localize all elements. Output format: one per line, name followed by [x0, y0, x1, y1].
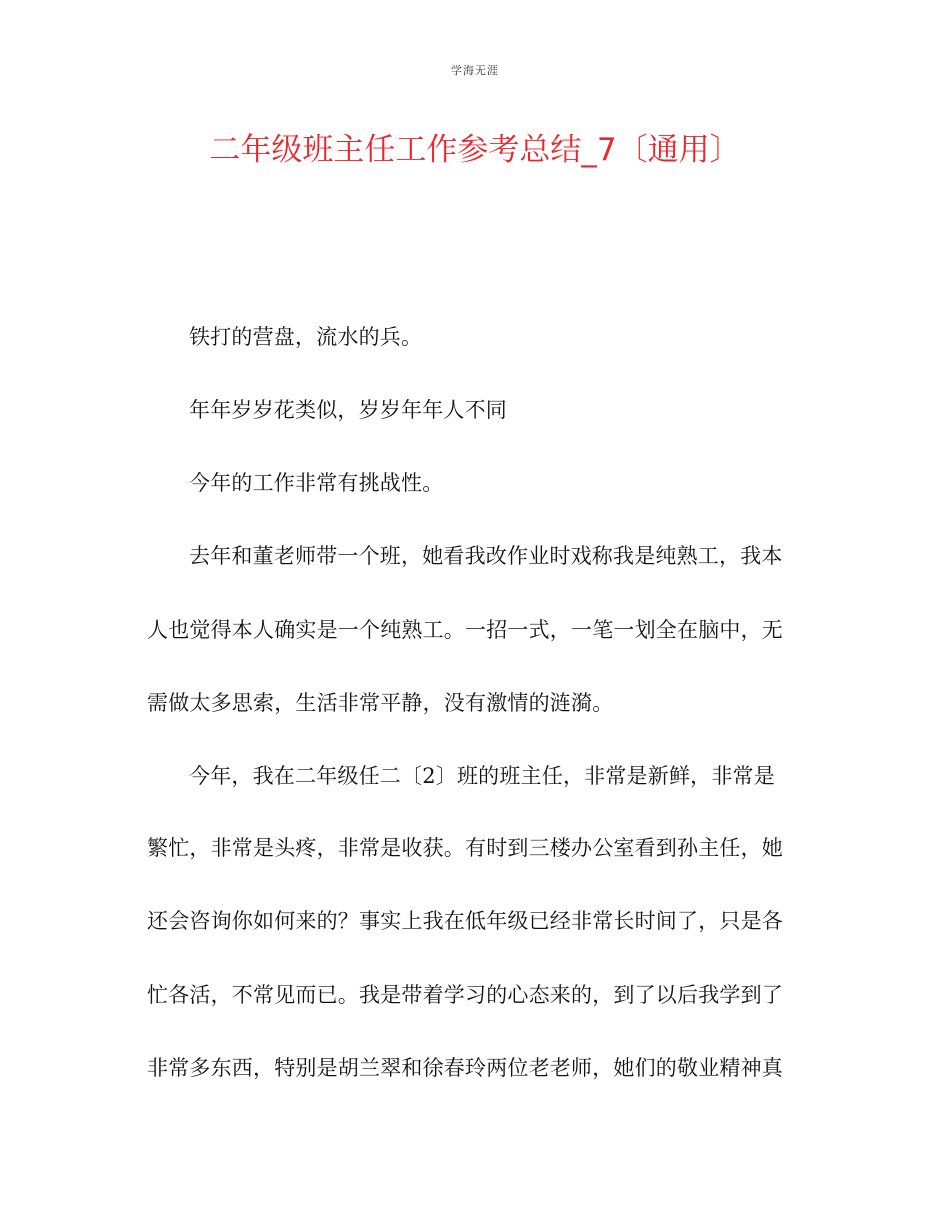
paragraph-line: 去年和董老师带一个班，她看我改作业时戏称我是纯熟工，我本 [189, 544, 783, 568]
page-header: 学海无涯 [451, 64, 499, 77]
paragraph-line: 忙各活，不常见而已。我是带着学习的心态来的，到了以后我学到了 [147, 983, 783, 1007]
paragraph-line: 繁忙，非常是头疼，非常是收获。有时到三楼办公室看到孙主任，她 [147, 836, 783, 860]
paragraph-line: 今年，我在二年级任二〔2〕班的班主任，非常是新鲜，非常是 [189, 764, 775, 788]
paragraph-line: 人也觉得本人确实是一个纯熟工。一招一式，一笔一划全在脑中，无 [147, 618, 783, 642]
document-title: 二年级班主任工作参考总结_7〔通用〕 [209, 132, 741, 168]
paragraph-line: 还会咨询你如何来的？事实上我在低年级已经非常长时间了，只是各 [147, 909, 783, 933]
paragraph-line: 铁打的营盘，流水的兵。 [189, 325, 423, 349]
paragraph-line: 需做太多思索，生活非常平静，没有激情的涟漪。 [147, 691, 614, 715]
paragraph-line: 今年的工作非常有挑战性。 [189, 471, 444, 495]
paragraph-line: 年年岁岁花类似，岁岁年年人不同 [189, 398, 507, 422]
paragraph-line: 非常多东西，特别是胡兰翠和徐春玲两位老老师，她们的敬业精神真 [147, 1056, 783, 1080]
